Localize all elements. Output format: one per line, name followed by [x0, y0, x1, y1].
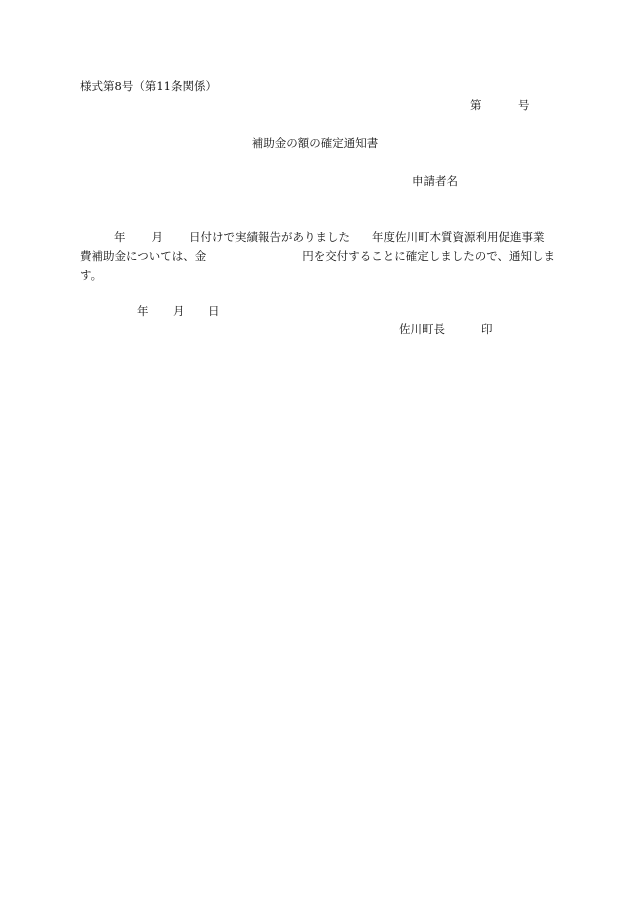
document-title: 補助金の額の確定通知書 — [251, 136, 379, 150]
report-year: 年 — [114, 230, 126, 244]
body-line-1 — [80, 232, 545, 244]
body-line-3: す。 — [80, 268, 103, 282]
date-day: 日 — [208, 304, 220, 318]
body-line-2 — [80, 251, 555, 263]
form-number: 様式第8号（第11条関係） — [80, 79, 217, 93]
doc-number-prefix: 第 — [470, 98, 482, 112]
date-year: 年 — [137, 304, 149, 318]
subsidy-confirmation: 円を交付することに確定しましたので、通知しま — [302, 249, 556, 263]
mayor-title: 佐川町長 — [399, 322, 445, 336]
subsidy-amount-intro: 費補助金については、金 — [80, 249, 207, 263]
seal-mark: 印 — [481, 322, 493, 336]
applicant-name-label: 申請者名 — [412, 174, 458, 188]
date-month: 月 — [173, 304, 185, 318]
report-month: 月 — [151, 230, 163, 244]
report-statement: 日付けで実績報告がありました — [189, 230, 350, 244]
program-name: 年度佐川町木質資源利用促進事業 — [372, 230, 545, 244]
doc-number-suffix: 号 — [518, 98, 530, 112]
